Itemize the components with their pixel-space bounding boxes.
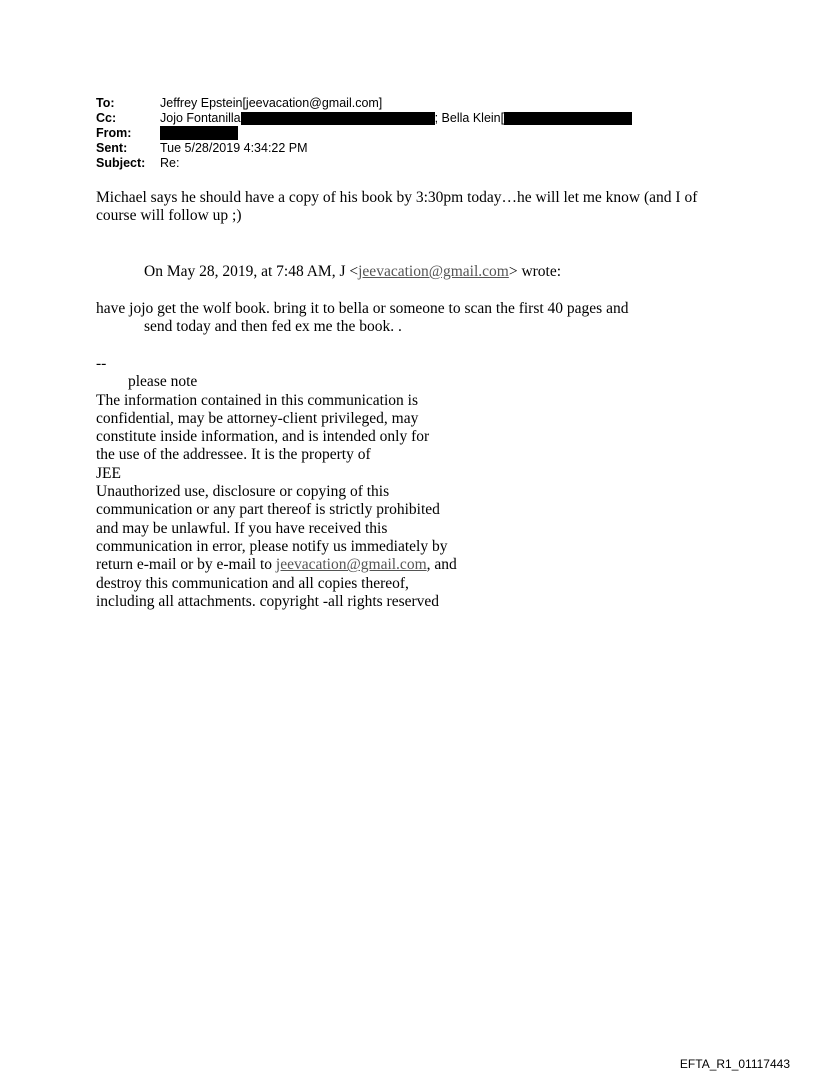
sent-label: Sent: — [96, 141, 128, 155]
to-row — [96, 96, 632, 111]
signature-dashes: -- — [96, 355, 107, 372]
cc-separator: ; Bella Klein[ — [434, 111, 505, 125]
cc-label: Cc: — [96, 111, 117, 125]
return-prefix: return e-mail or by e-mail to — [96, 556, 276, 574]
signature-block — [96, 355, 457, 611]
sender-email-link[interactable]: jeevacation@gmail.com — [358, 263, 509, 280]
disclaimer-line: communication or any part thereof is strictly prohibited — [96, 501, 440, 519]
disclaimer-email-link[interactable]: jeevacation@gmail.com — [275, 556, 427, 574]
cc-row — [96, 111, 632, 126]
disclaimer-line: destroy this communication and all copies thereof, — [96, 574, 409, 592]
disclaimer-line: the use of the addressee. It is the property of — [96, 446, 371, 464]
sent-row — [96, 141, 632, 156]
disclaimer-line: JEE — [96, 464, 121, 482]
quoted-line: send today and then fed ex me the book. . — [144, 318, 402, 336]
disclaimer-line: Unauthorized use, disclosure or copying of this — [96, 483, 390, 501]
quoted-line: have jojo get the wolf book. bring it to bella or someone to scan the first 40 pages and — [96, 300, 629, 317]
reply-line: Michael says he should have a copy of his book by 3:30pm today…he will let me know (and I of — [96, 189, 698, 206]
cc-name-1: Jojo Fontanilla — [160, 111, 241, 125]
subject-value: Re: — [160, 156, 180, 170]
from-redaction-box — [160, 126, 238, 140]
from-label: From: — [96, 126, 132, 140]
disclaimer-line: and may be unlawful. If you have received this — [96, 519, 388, 537]
reply-body — [96, 189, 697, 226]
disclaimer-line — [96, 556, 457, 574]
disclaimer-line: confidential, may be attorney-client privileged, may — [96, 409, 419, 427]
quoted-message — [96, 300, 628, 337]
quote-suffix: > wrote: — [508, 263, 562, 280]
to-label: To: — [96, 96, 115, 110]
disclaimer-line: The information contained in this communication is — [96, 391, 418, 409]
signature-note: please note — [128, 373, 198, 391]
sent-value: Tue 5/28/2019 4:34:22 PM — [160, 141, 308, 155]
subject-label: Subject: — [96, 156, 146, 170]
redaction-box — [504, 112, 632, 125]
quote-prefix: On May 28, 2019, at 7:48 AM, J < — [144, 263, 359, 280]
disclaimer-line: constitute inside information, and is intended only for — [96, 428, 430, 446]
disclaimer-line: including all attachments. copyright -all rights reserved — [96, 592, 440, 610]
to-value: Jeffrey Epstein[jeevacation@gmail.com] — [160, 96, 383, 110]
return-suffix: , and — [426, 556, 457, 574]
reply-line: course will follow up ;) — [96, 207, 242, 225]
document-id: EFTA_R1_01117443 — [679, 1057, 790, 1071]
redaction-box — [241, 112, 435, 125]
quote-attribution — [144, 263, 561, 281]
disclaimer-line: communication in error, please notify us immediately by — [96, 537, 448, 555]
subject-row — [96, 156, 632, 171]
